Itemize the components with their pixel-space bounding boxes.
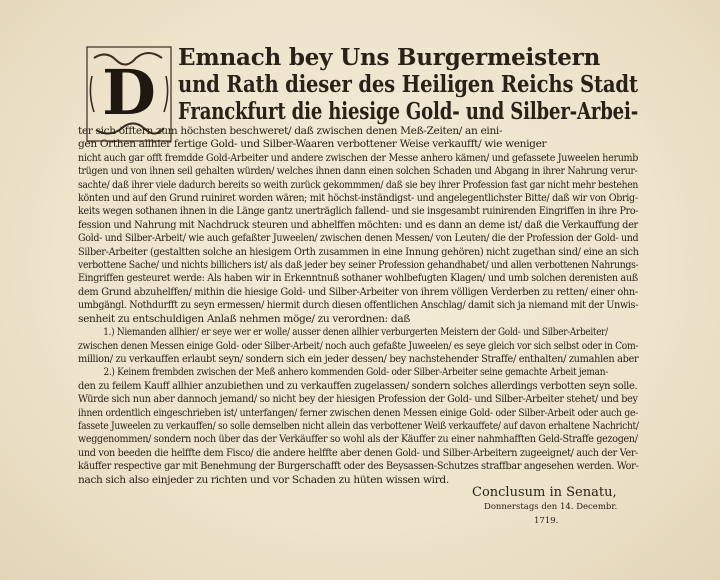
decree-body-line: fession und Nahrung mit Nachdruck steuren und abhelffen möchten: und es dann an deme ist/ daß die Verkauffung der [78,218,638,231]
decree-body-line: keits wegen sothanen ihnen in die Länge gantz unerträglich fallend- und sie insgesambt ruinirenden Eingriffen in ihre Pro- [78,205,639,218]
closing-date: Donnerstags den 14. Decembr. [484,502,618,512]
decree-item-line: und von beeden die helffte dem Fisco/ die andere helffte aber denen Gold- und Silber-Arbeitern zugeeignet/ auch der Ver- [78,446,639,459]
decree-body-line: dem Grund abzuhelffen/ mithin die hiesige Gold- und Silber-Arbeiter von ihrem völligen Verderben zu retten/ einer ohn- [78,285,638,298]
closing-year: 1719. [534,516,559,526]
decree-item-line: nach sich also einjeder zu richten und vor Schaden zu hüten wissen wird. [78,473,449,486]
decree-item-line: 2.) Keinem frembden zwischen der Meß anhero kommenden Gold- oder Silber-Arbeiter seine gemachte Arbeit jeman- [103,366,608,379]
decree-item-line: Würde sich nun aber dannoch jemand/ so nicht bey der hiesigen Profession der Gold- und Silber-Arbeiter stehet/ und bey [78,393,638,406]
decree-body-line: trügen und von ihnen seil gehalten würden/ welches ihnen dann einen solchen Schaden und Abgang in ihrer Nahrung verur- [78,165,638,178]
closing-formula [472,486,617,528]
decree-text [78,44,638,487]
decree-item-line: den zu feilem Kauff allhier anzubiethen und zu verkauffen zugelassen/ sondern solches allerdings verbotten seyn solle. [78,379,638,392]
decree-body-line: ter sich öfftern zum höchsten beschweret/ daß zwischen denen Meß-Zeiten/ an eini- [78,125,503,137]
decree-body-line: könten und auf den Grund ruiniret worden wären; mit höchst-inständigst- und angelegentlichster Bitte/ daß wir von Obrig- [78,192,638,205]
decree-body-line: gen Orthen allhier fertige Gold- und Silber-Waaren verbottener Weise verkaufft/ wie weniger [78,138,547,151]
decree-lead-line: Emnach bey Uns Burgermeistern [178,44,601,71]
decree-item-line: weggenommen/ sondern noch über das der Verkäuffer so wohl als der Käuffer zu einer nahmhafften Geld-Straffe gezogen/ [78,433,638,446]
decree-item-line: fassete Juweelen zu verkauffen/ so solle demselben nicht allein das verbottener Weiß verkauffete/ auf davon erhaltene Nachricht/ [78,419,639,432]
decree-body-line: Silber-Arbeiter (gestaltten solche an hiesigem Orth zusammen in eine Innung gehören) nicht zugethan sind/ eine an sich [78,245,639,258]
decree-body-line: Eingriffen gesteuret werde: Als haben wir in Erkenntnuß sothaner wohlbefugten Klagen/ und umb solchen derenisten auß [78,272,638,285]
decree-item-line: käuffer respective gar mit Benehmung der Burgerschafft oder des Beysassen-Schutzes straffbar angesehen werden. Wor- [78,460,639,473]
decree-item-line: 1.) Niemanden allhier/ er seye wer er wolle/ ausser denen allhier verburgerten Meistern der Gold- und Silber-Arbeiter/ [103,326,608,339]
decree-body [78,125,638,326]
decree-item-line: ihnen ordentlich eingeschrieben ist/ unterfangen/ ferner zwischen denen Messen einige Gold- oder Silber-Arbeit oder auch ge- [78,406,638,419]
decree-body-line: nicht auch gar offt fremdde Gold-Arbeiter und andere zwischen der Messe anhero kämen/ und gefassete Juweelen herumb [78,151,639,164]
decree-lead-line: und Rath dieser des Heiligen Reichs Stadt [178,71,638,98]
decree-body-line: verbottene Sache/ und nichts billichers ist/ als daß jeder bey seiner Profession gehandhabet/ und allen verbottenen Nahrungs- [78,259,639,272]
decree-lead-line: Franckfurt die hiesige Gold- und Silber-Arbei- [178,98,639,125]
decree-body-line: sachte/ daß ihrer viele dadurch bereits so weith zurück gekommmen/ daß sie bey ihrer Profession fast gar nicht mehr bestehen [78,178,639,191]
closing-line: Conclusum in Senatu, [472,485,617,500]
decree-body-line: senheit zu entschuldigen Anlaß nehmen möge/ zu verordnen: daß [78,312,411,325]
svg-text:D: D [102,56,156,129]
decree-body-line: Gold- und Silber-Arbeit/ wie auch gefaßter Juweelen/ zwischen denen Messen/ von Leuten/ die der Profession der Gold- und [78,232,639,245]
decree-items [78,326,638,487]
decree-body-line: umbgängl. Nothdurfft zu seyn ermessen/ hiermit durch diesen offentlichen Anschlag/ damit sich ja niemand mit der Unwis- [78,299,639,312]
decree-item-line: million/ zu verkauffen erlaubt seyn/ sondern sich ein jeder dessen/ bey nachstehender Straffe/ enthalten/ zumahlen aber [78,352,639,365]
decree-item-line: zwischen denen Messen einige Gold- oder Silber-Arbeit/ noch auch gefaßte Juweelen/ es seye gleich vor sich selbst oder in Com- [78,339,639,352]
